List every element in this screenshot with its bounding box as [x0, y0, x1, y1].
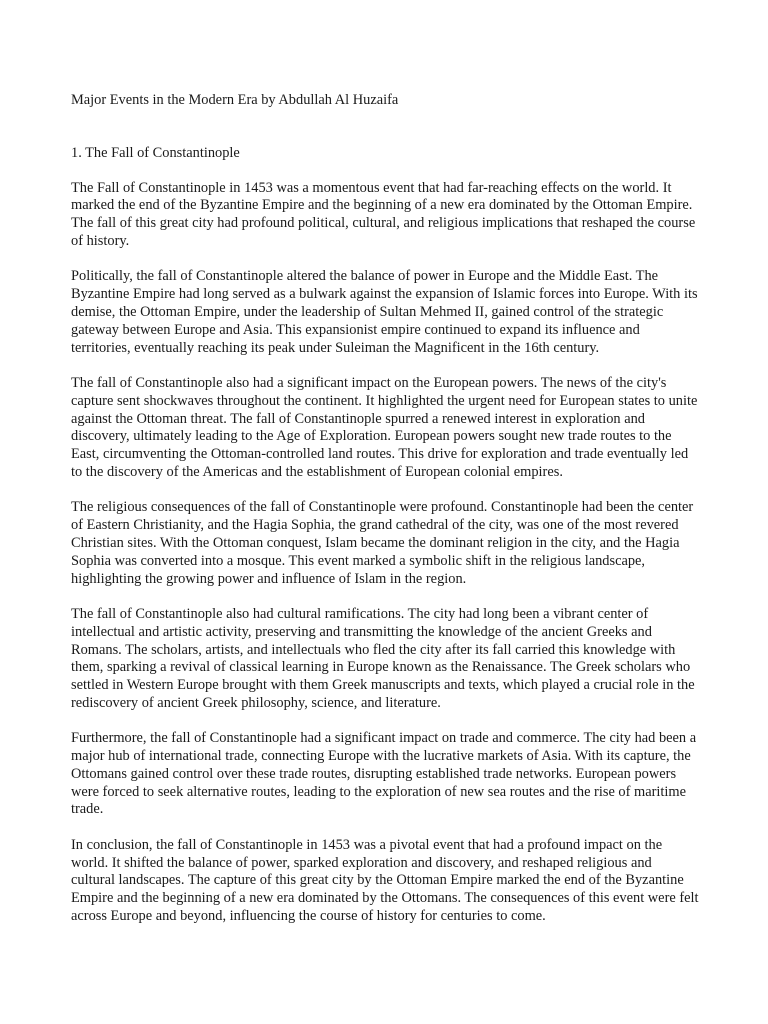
- paragraph-3: The fall of Constantinople also had a significant impact on the European powers. The news of the city's capture sent shockwaves throughout the continent. It highlighted the urgent need for European states to unite against the Ottoman threat. The fall of Constantinople spurred a renewed interest in exploration and discovery, ultimately leading to the Age of Exploration. European powers sought new trade routes to the East, circumventing the Ottoman-controlled land routes. This drive for exploration and trade eventually led to the discovery of the Americas and the establishment of European colonial empires.: [71, 374, 698, 480]
- section-heading: 1. The Fall of Constantinople: [71, 144, 240, 161]
- paragraph-1: The Fall of Constantinople in 1453 was a momentous event that had far-reaching effects on the world. It marked the end of the Byzantine Empire and the beginning of a new era dominated by the Ottoman Empire. The fall of this great city had profound political, cultural, and religious implications that reshaped the course of history.: [71, 179, 696, 249]
- paragraph-7: In conclusion, the fall of Constantinople in 1453 was a pivotal event that had a profound impact on the world. It shifted the balance of power, sparked exploration and discovery, and reshaped religious and cultural landscapes. The capture of this great city by the Ottoman Empire marked the end of the Byzantine Empire and the beginning of a new era dominated by the Ottomans. The consequences of this event were felt across Europe and beyond, influencing the course of history for centuries to come.: [71, 836, 699, 925]
- paragraph-6: Furthermore, the fall of Constantinople had a significant impact on trade and commerce. The city had been a major hub of international trade, connecting Europe with the lucrative markets of Asia. With its capture, the Ottomans gained control over these trade routes, disrupting established trade networks. European powers were forced to seek alternative routes, leading to the exploration of new sea routes and the rise of maritime trade.: [71, 730, 697, 818]
- paragraph-2: Politically, the fall of Constantinople altered the balance of power in Europe and the Middle East. The Byzantine Empire had long served as a bulwark against the expansion of Islamic forces into Europe. With its demise, the Ottoman Empire, under the leadership of Sultan Mehmed II, gained control of the strategic gateway between Europe and Asia. This expansionist empire continued to expand its influence and territories, eventually reaching its peak under Suleiman the Magnificent in the 16th century.: [71, 268, 698, 356]
- document-title: Major Events in the Modern Era by Abdullah Al Huzaifa: [71, 92, 399, 108]
- paragraph-4: The religious consequences of the fall of Constantinople were profound. Constantinople had been the center of Eastern Christianity, and the Hagia Sophia, the grand cathedral of the city, was one of the most revered Christian sites. With the Ottoman conquest, Islam became the dominant religion in the city, and the Hagia Sophia was converted into a mosque. This event marked a symbolic shift in the religious landscape, highlighting the growing power and influence of Islam in the region.: [71, 499, 694, 587]
- document-page: [71, 92, 699, 943]
- paragraph-5: The fall of Constantinople also had cultural ramifications. The city had long been a vibrant center of intellectual and artistic activity, preserving and transmitting the knowledge of the ancient Greeks and Romans. The scholars, artists, and intellectuals who fled the city after its fall carried this knowledge with them, sparking a revival of classical learning in Europe known as the Renaissance. The Greek scholars who settled in Western Europe brought with them Greek manuscripts and texts, which played a crucial role in the rediscovery of ancient Greek philosophy, science, and literature.: [71, 605, 695, 711]
